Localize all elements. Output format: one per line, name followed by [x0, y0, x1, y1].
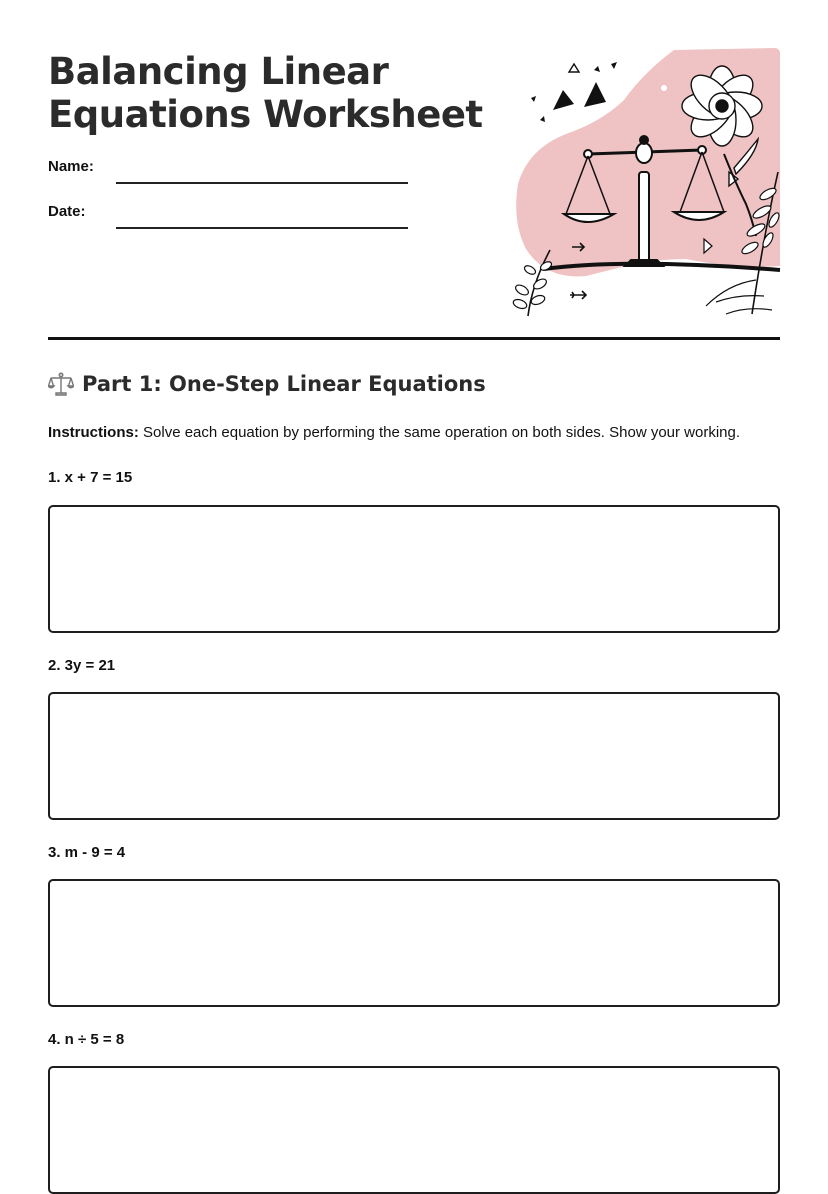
part-1-heading — [48, 372, 486, 396]
question-1-answer-box[interactable] — [48, 505, 780, 633]
date-field[interactable] — [48, 203, 408, 229]
title-line-2: Equations Worksheet — [48, 93, 483, 136]
date-label: Date: — [48, 203, 86, 220]
balance-scale-illustration — [506, 44, 784, 324]
instructions-label: Instructions: — [48, 424, 139, 441]
header-divider — [48, 337, 780, 340]
worksheet-title — [48, 50, 488, 136]
title-line-1: Balancing Linear — [48, 50, 389, 93]
date-line[interactable] — [116, 227, 408, 229]
name-field[interactable] — [48, 158, 408, 184]
question-3-answer-box[interactable] — [48, 879, 780, 1007]
question-3-label: 3. m - 9 = 4 — [48, 844, 126, 861]
name-line[interactable] — [116, 182, 408, 184]
question-2-label: 2. 3y = 21 — [48, 657, 116, 674]
question-4-answer-box[interactable] — [48, 1066, 780, 1194]
scale-icon — [48, 372, 74, 396]
question-4-label: 4. n ÷ 5 = 8 — [48, 1031, 125, 1048]
name-label: Name: — [48, 158, 94, 175]
part-1-heading-text: Part 1: One-Step Linear Equations — [82, 372, 486, 396]
instructions — [48, 424, 740, 441]
question-2-answer-box[interactable] — [48, 692, 780, 820]
instructions-text: Solve each equation by performing the same operation on both sides. Show your working. — [138, 424, 741, 441]
question-1-label: 1. x + 7 = 15 — [48, 469, 133, 486]
